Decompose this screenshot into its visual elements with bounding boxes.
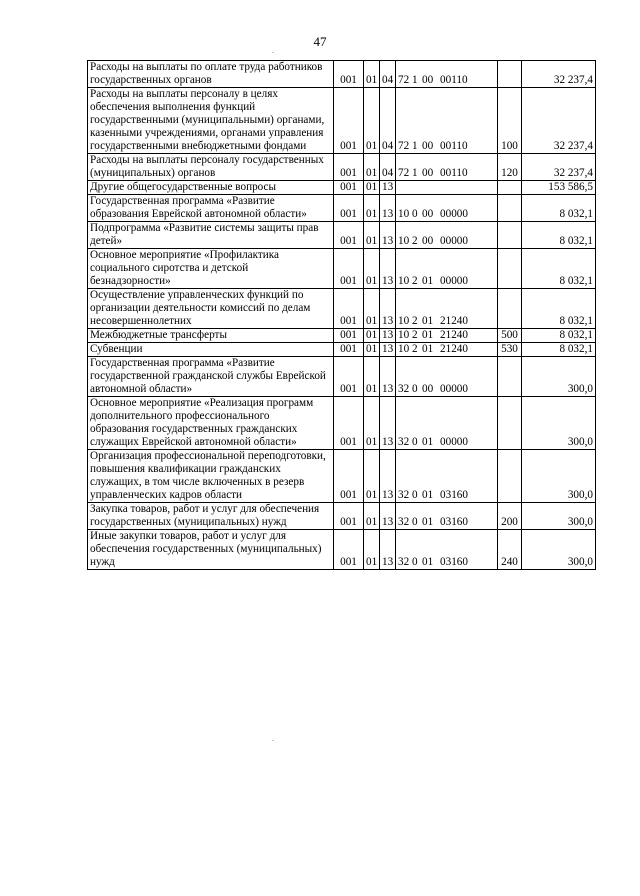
- target-article-segment: 32: [398, 436, 410, 448]
- table-row: [88, 181, 596, 195]
- target-article-segment: 1: [412, 167, 418, 179]
- row-section-code: 01: [364, 450, 380, 503]
- row-admin-code: 001: [334, 88, 364, 154]
- target-article-segment: 32: [398, 516, 410, 528]
- table-row: [88, 503, 596, 530]
- target-article-segment: 00: [422, 140, 434, 152]
- row-target-article: [396, 357, 498, 397]
- row-admin-code: 001: [334, 61, 364, 88]
- row-section-code: 01: [364, 329, 380, 343]
- row-amount: 8 032,1: [522, 249, 596, 289]
- target-article-segment: 2: [412, 235, 418, 247]
- row-amount: 8 032,1: [522, 289, 596, 329]
- target-article-segment: 00: [422, 208, 434, 220]
- target-article-segment: 01: [422, 556, 434, 568]
- row-admin-code: 001: [334, 450, 364, 503]
- table-row: [88, 289, 596, 329]
- target-article-segment: 00: [422, 235, 434, 247]
- row-admin-code: 001: [334, 181, 364, 195]
- row-expense-type: 530: [498, 343, 522, 357]
- row-section-code: 01: [364, 181, 380, 195]
- row-target-article: [396, 249, 498, 289]
- table-row: [88, 61, 596, 88]
- row-admin-code: 001: [334, 195, 364, 222]
- row-target-article: [396, 61, 498, 88]
- row-target-article: [396, 222, 498, 249]
- table-row: [88, 530, 596, 570]
- row-subsection-code: 13: [380, 357, 396, 397]
- row-target-article: [396, 88, 498, 154]
- row-amount: 32 237,4: [522, 88, 596, 154]
- target-article-segment: 1: [412, 74, 418, 86]
- table-row: [88, 249, 596, 289]
- table-row: [88, 357, 596, 397]
- row-amount: 32 237,4: [522, 61, 596, 88]
- row-section-code: 01: [364, 343, 380, 357]
- target-article-segment: 01: [422, 329, 434, 341]
- target-article-segment: 03160: [440, 489, 468, 501]
- target-article-segment: 03160: [440, 556, 468, 568]
- target-article-segment: 32: [398, 556, 410, 568]
- target-article-segment: 32: [398, 489, 410, 501]
- row-target-article: [396, 289, 498, 329]
- row-amount: 8 032,1: [522, 195, 596, 222]
- row-subsection-code: 13: [380, 397, 396, 450]
- row-admin-code: 001: [334, 357, 364, 397]
- target-article-segment: 00: [422, 383, 434, 395]
- row-section-code: 01: [364, 397, 380, 450]
- row-admin-code: 001: [334, 289, 364, 329]
- row-admin-code: 001: [334, 503, 364, 530]
- target-article-segment: 1: [412, 140, 418, 152]
- row-section-code: 01: [364, 503, 380, 530]
- row-target-article: [396, 154, 498, 181]
- target-article-segment: 10: [398, 343, 410, 355]
- row-admin-code: 001: [334, 343, 364, 357]
- row-name: Организация профессиональной переподготовки, повышения квалификации гражданских служащих, в том числе включенных в резерв управленческих кадров области: [88, 450, 334, 503]
- target-article-segment: 32: [398, 383, 410, 395]
- target-article-segment: 0: [412, 208, 418, 220]
- target-article-segment: 10: [398, 275, 410, 287]
- table-row: [88, 88, 596, 154]
- target-article-segment: 2: [412, 275, 418, 287]
- row-target-article: [396, 195, 498, 222]
- row-name: Расходы на выплаты персоналу в целях обеспечения выполнения функций государственными (муниципальными) органами, казенными учреждениями, органами управления государственными внебюджетными фондами: [88, 88, 334, 154]
- row-subsection-code: 13: [380, 222, 396, 249]
- row-expense-type: [498, 195, 522, 222]
- row-subsection-code: 13: [380, 195, 396, 222]
- table-body: [88, 61, 596, 570]
- target-article-segment: 0: [412, 489, 418, 501]
- row-expense-type: [498, 289, 522, 329]
- row-name: Иные закупки товаров, работ и услуг для обеспечения государственных (муниципальных) нужд: [88, 530, 334, 570]
- target-article-segment: 10: [398, 315, 410, 327]
- row-subsection-code: 04: [380, 88, 396, 154]
- target-article-segment: 10: [398, 208, 410, 220]
- row-name: Подпрограмма «Развитие системы защиты прав детей»: [88, 222, 334, 249]
- target-article-segment: 72: [398, 167, 410, 179]
- row-section-code: 01: [364, 154, 380, 181]
- row-expense-type: 120: [498, 154, 522, 181]
- target-article-segment: 10: [398, 235, 410, 247]
- target-article-segment: 00000: [440, 275, 468, 287]
- target-article-segment: 00110: [440, 140, 468, 152]
- row-subsection-code: 04: [380, 154, 396, 181]
- target-article-segment: 00000: [440, 383, 468, 395]
- row-name: Межбюджетные трансферты: [88, 329, 334, 343]
- row-section-code: 01: [364, 88, 380, 154]
- row-subsection-code: 04: [380, 61, 396, 88]
- budget-table: [87, 60, 596, 570]
- row-amount: 300,0: [522, 450, 596, 503]
- row-amount: 300,0: [522, 357, 596, 397]
- row-section-code: 01: [364, 530, 380, 570]
- row-subsection-code: 13: [380, 503, 396, 530]
- target-article-segment: 00110: [440, 74, 468, 86]
- target-article-segment: 0: [412, 516, 418, 528]
- row-name: Основное мероприятие «Профилактика социального сиротства и детской безнадзорности»: [88, 249, 334, 289]
- scan-speck: .: [272, 734, 274, 743]
- row-name: Государственная программа «Развитие государственной гражданской службы Еврейской автономной области»: [88, 357, 334, 397]
- row-amount: 300,0: [522, 530, 596, 570]
- target-article-segment: 21240: [440, 343, 468, 355]
- target-article-segment: 03160: [440, 516, 468, 528]
- target-article-segment: 01: [422, 343, 434, 355]
- row-amount: 8 032,1: [522, 222, 596, 249]
- row-subsection-code: 13: [380, 289, 396, 329]
- row-subsection-code: 13: [380, 450, 396, 503]
- row-amount: 153 586,5: [522, 181, 596, 195]
- row-target-article: [396, 343, 498, 357]
- table-row: [88, 329, 596, 343]
- row-expense-type: [498, 61, 522, 88]
- row-amount: 300,0: [522, 397, 596, 450]
- row-admin-code: 001: [334, 222, 364, 249]
- row-name: Государственная программа «Развитие образования Еврейской автономной области»: [88, 195, 334, 222]
- row-name: Основное мероприятие «Реализация программ дополнительного профессионального образования государственных гражданских служащих Еврейской автономной области»: [88, 397, 334, 450]
- row-expense-type: [498, 357, 522, 397]
- row-subsection-code: 13: [380, 249, 396, 289]
- table-row: [88, 195, 596, 222]
- target-article-segment: 2: [412, 343, 418, 355]
- table-row: [88, 222, 596, 249]
- target-article-segment: 01: [422, 436, 434, 448]
- row-name: Другие общегосударственные вопросы: [88, 181, 334, 195]
- row-admin-code: 001: [334, 154, 364, 181]
- target-article-segment: 01: [422, 489, 434, 501]
- row-expense-type: [498, 181, 522, 195]
- target-article-segment: 21240: [440, 329, 468, 341]
- row-section-code: 01: [364, 195, 380, 222]
- row-name: Расходы на выплаты по оплате труда работников государственных органов: [88, 61, 334, 88]
- target-article-segment: 21240: [440, 315, 468, 327]
- table-row: [88, 397, 596, 450]
- row-admin-code: 001: [334, 397, 364, 450]
- row-subsection-code: 13: [380, 530, 396, 570]
- row-expense-type: [498, 450, 522, 503]
- row-amount: 300,0: [522, 503, 596, 530]
- row-expense-type: 240: [498, 530, 522, 570]
- target-article-segment: 72: [398, 74, 410, 86]
- row-amount: 32 237,4: [522, 154, 596, 181]
- target-article-segment: 00000: [440, 436, 468, 448]
- row-target-article: [396, 503, 498, 530]
- target-article-segment: 0: [412, 383, 418, 395]
- target-article-segment: 00000: [440, 235, 468, 247]
- table-row: [88, 450, 596, 503]
- row-expense-type: 200: [498, 503, 522, 530]
- target-article-segment: 01: [422, 516, 434, 528]
- row-target-article: [396, 530, 498, 570]
- row-amount: 8 032,1: [522, 329, 596, 343]
- row-name: Осуществление управленческих функций по организации деятельности комиссий по делам несовершеннолетних: [88, 289, 334, 329]
- row-subsection-code: 13: [380, 343, 396, 357]
- target-article-segment: 00000: [440, 208, 468, 220]
- row-amount: 8 032,1: [522, 343, 596, 357]
- page-number: 47: [313, 34, 327, 49]
- row-expense-type: 500: [498, 329, 522, 343]
- row-section-code: 01: [364, 289, 380, 329]
- row-subsection-code: 13: [380, 329, 396, 343]
- row-target-article: [396, 450, 498, 503]
- row-section-code: 01: [364, 249, 380, 289]
- row-admin-code: 001: [334, 329, 364, 343]
- row-target-article: [396, 181, 498, 195]
- row-target-article: [396, 329, 498, 343]
- row-section-code: 01: [364, 61, 380, 88]
- target-article-segment: 0: [412, 436, 418, 448]
- target-article-segment: 2: [412, 329, 418, 341]
- row-expense-type: [498, 397, 522, 450]
- row-section-code: 01: [364, 222, 380, 249]
- row-name: Закупка товаров, работ и услуг для обеспечения государственных (муниципальных) нужд: [88, 503, 334, 530]
- table-row: [88, 343, 596, 357]
- row-name: Расходы на выплаты персоналу государственных (муниципальных) органов: [88, 154, 334, 181]
- scan-speck: .: [272, 46, 274, 55]
- target-article-segment: 00: [422, 74, 434, 86]
- table-row: [88, 154, 596, 181]
- target-article-segment: 10: [398, 329, 410, 341]
- row-name: Субвенции: [88, 343, 334, 357]
- row-admin-code: 001: [334, 249, 364, 289]
- target-article-segment: 00: [422, 167, 434, 179]
- target-article-segment: 72: [398, 140, 410, 152]
- row-target-article: [396, 397, 498, 450]
- target-article-segment: 00110: [440, 167, 468, 179]
- target-article-segment: 2: [412, 315, 418, 327]
- row-admin-code: 001: [334, 530, 364, 570]
- target-article-segment: 0: [412, 556, 418, 568]
- target-article-segment: 01: [422, 315, 434, 327]
- row-subsection-code: 13: [380, 181, 396, 195]
- row-section-code: 01: [364, 357, 380, 397]
- row-expense-type: [498, 249, 522, 289]
- row-expense-type: [498, 222, 522, 249]
- target-article-segment: 01: [422, 275, 434, 287]
- row-expense-type: 100: [498, 88, 522, 154]
